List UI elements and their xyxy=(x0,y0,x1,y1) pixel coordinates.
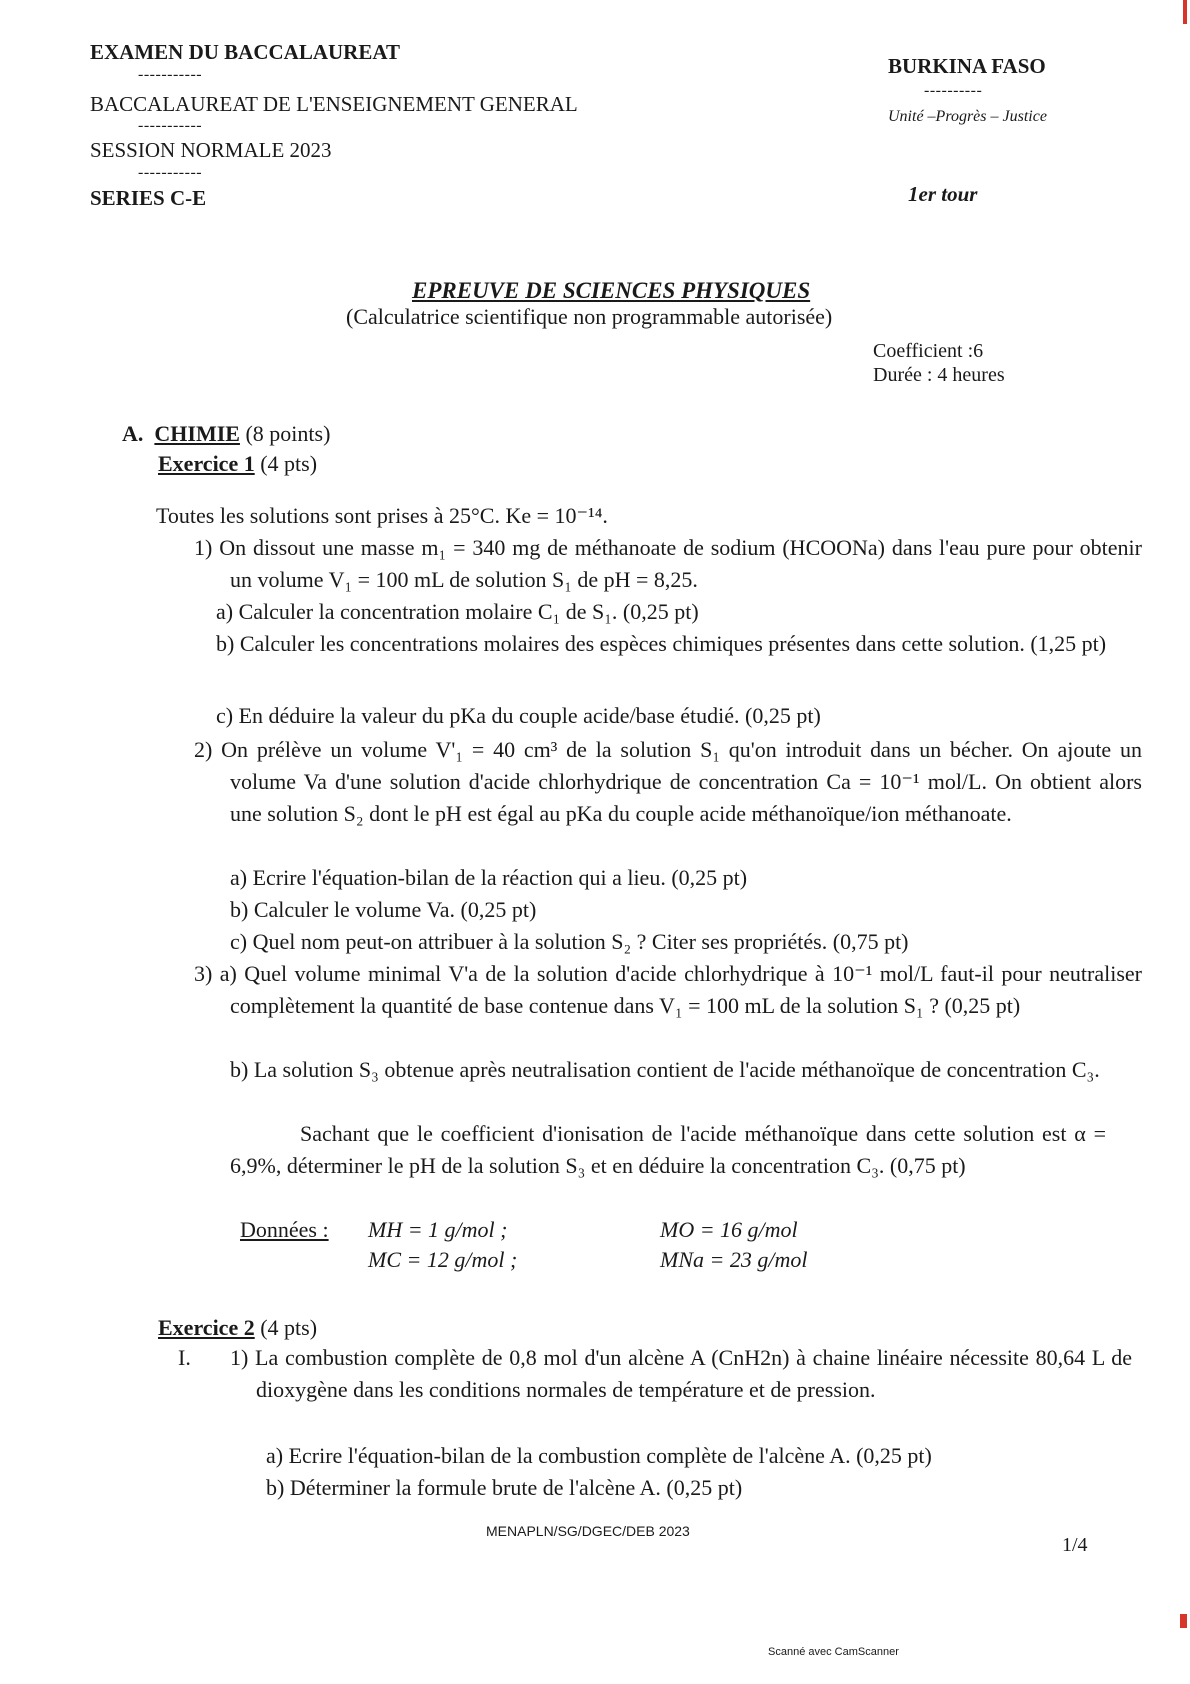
ex2-heading xyxy=(158,1312,317,1344)
ex1-q3a: 3) a) Quel volume minimal V'a de la solution d'acide chlorhydrique à 10⁻¹ mol/L faut-il pour neutraliser complètement la quantité de base contenue dans V₁ = 100 mL de la solution S₁ ? (0,25 pt) xyxy=(194,961,1142,1018)
separator: ---------- xyxy=(924,82,983,99)
ex2-part-label: I. xyxy=(178,1345,191,1370)
ex2-q1a: a) Ecrire l'équation-bilan de la combustion complète de l'alcène A. (0,25 pt) xyxy=(266,1443,932,1468)
section-a xyxy=(122,418,330,450)
exam-title: EXAMEN DU BACCALAUREAT xyxy=(90,40,400,64)
scanner-watermark: Scanné avec CamScanner xyxy=(768,1646,899,1658)
footer-reference: MENAPLN/SG/DGEC/DEB 2023 xyxy=(486,1523,690,1539)
ex1-intro: Toutes les solutions sont prises à 25°C. Ke = 10⁻¹⁴. xyxy=(156,503,608,528)
separator: ----------- xyxy=(138,66,203,83)
ex2-points: (4 pts) xyxy=(260,1315,318,1340)
duree: Durée : 4 heures xyxy=(873,364,1005,386)
donnees-label: Données : xyxy=(240,1217,329,1242)
epreuve-title: EPREUVE DE SCIENCES PHYSIQUES xyxy=(412,278,811,303)
country: BURKINA FASO xyxy=(888,54,1046,78)
ex1-q3b-cont: Sachant que le coefficient d'ionisation de l'acide méthanoïque dans cette solution est α = 6,9%, déterminer le pH de la solution S₃ et en déduire la concentration C₃. (0,75 pt) xyxy=(230,1121,1106,1178)
ex1-q1a: a) Calculer la concentration molaire C₁ de S₁. (0,25 pt) xyxy=(216,599,699,624)
series: SERIES C-E xyxy=(90,186,207,210)
tour: 1er tour xyxy=(908,182,978,206)
coefficient: Coefficient :6 xyxy=(873,340,984,362)
separator: ----------- xyxy=(138,164,203,181)
motto: Unité –Progrès – Justice xyxy=(888,108,1047,125)
ex2-q1: 1) La combustion complète de 0,8 mol d'un alcène A (CnH2n) à chaine linéaire nécessite 80,64 L de dioxygène dans les conditions normales de température et de pression. xyxy=(230,1345,1132,1402)
ex1-q2b: b) Calculer le volume Va. (0,25 pt) xyxy=(230,897,537,922)
ex2-title: Exercice 2 xyxy=(158,1315,255,1340)
calculatrice-note: (Calculatrice scientifique non programmable autorisée) xyxy=(346,304,833,329)
page-number: 1/4 xyxy=(1062,1534,1088,1556)
donnee-mna: MNa = 23 g/mol xyxy=(660,1247,808,1272)
scan-edge-mark xyxy=(1180,1614,1187,1628)
session: SESSION NORMALE 2023 xyxy=(90,138,332,162)
ex1-q2: 2) On prélève un volume V'₁ = 40 cm³ de la solution S₁ qu'on introduit dans un bécher. On ajoute un volume Va d'une solution d'acide chlorhydrique de concentration Ca = 10⁻¹ mol/L. On obtient alors une solution S₂ dont le pH est égal au pKa du couple acide méthanoïque/ion méthanoate. xyxy=(194,737,1142,826)
ex1-heading xyxy=(158,448,317,480)
ex1-q2a: a) Ecrire l'équation-bilan de la réaction qui a lieu. (0,25 pt) xyxy=(230,865,748,890)
donnee-mc: MC = 12 g/mol ; xyxy=(368,1247,518,1272)
section-points: (8 points) xyxy=(245,421,331,446)
section-letter: A. xyxy=(122,421,144,446)
donnee-mh: MH = 1 g/mol ; xyxy=(368,1217,508,1242)
ex1-q1b: b) Calculer les concentrations molaires des espèces chimiques présentes dans cette solution. (1,25 pt) xyxy=(216,631,1107,656)
ex1-title: Exercice 1 xyxy=(158,451,255,476)
ex1-q2c: c) Quel nom peut-on attribuer à la solution S₂ ? Citer ses propriétés. (0,75 pt) xyxy=(230,929,909,954)
ex2-q1b: b) Déterminer la formule brute de l'alcène A. (0,25 pt) xyxy=(266,1475,743,1500)
ex1-points: (4 pts) xyxy=(260,451,318,476)
separator: ----------- xyxy=(138,117,203,134)
section-name: CHIMIE xyxy=(154,421,240,446)
scan-edge-mark xyxy=(1183,0,1187,24)
donnee-mo: MO = 16 g/mol xyxy=(660,1217,798,1242)
ex1-q3b: b) La solution S₃ obtenue après neutralisation contient de l'acide méthanoïque de concentration C₃. xyxy=(230,1057,1100,1082)
bac-type: BACCALAUREAT DE L'ENSEIGNEMENT GENERAL xyxy=(90,92,578,116)
ex1-q1c: c) En déduire la valeur du pKa du couple acide/base étudié. (0,25 pt) xyxy=(216,703,821,728)
ex1-q1: 1) On dissout une masse m₁ = 340 mg de méthanoate de sodium (HCOONa) dans l'eau pure pour obtenir un volume V₁ = 100 mL de solution S₁ de pH = 8,25. xyxy=(194,535,1142,592)
